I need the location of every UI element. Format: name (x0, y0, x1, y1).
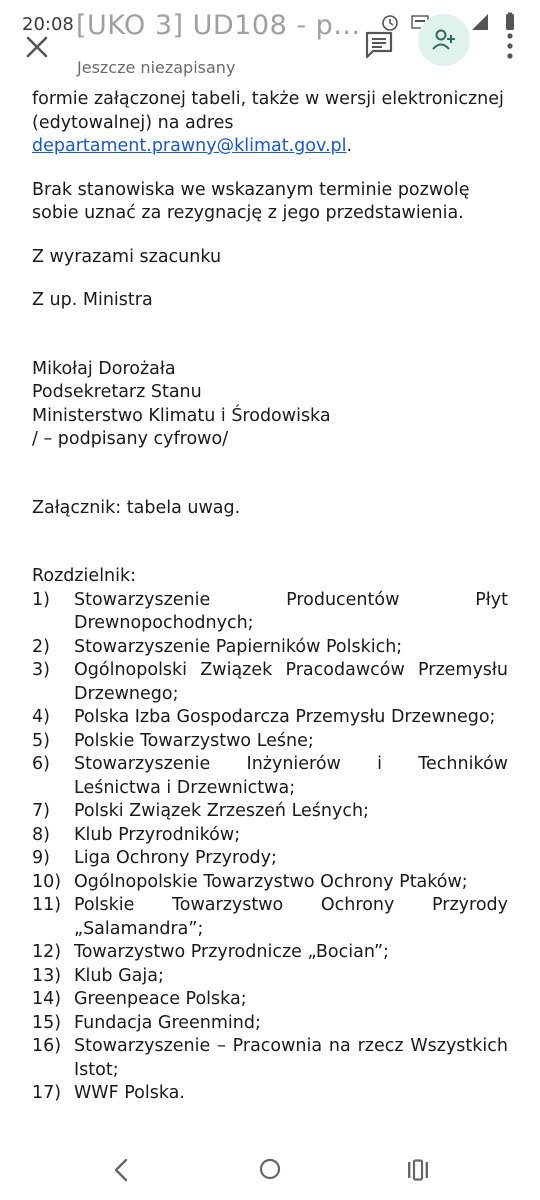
list-item-number: 6) (32, 754, 50, 774)
close-icon[interactable] (24, 34, 50, 60)
list-item-number: 5) (32, 730, 50, 751)
list-item-number: 13) (32, 965, 62, 986)
distribution-heading: Rozdzielnik: (32, 566, 137, 586)
list-item-text: Stowarzyszenie Papierników Polskich; (74, 636, 403, 657)
list-item-number: 15) (32, 1012, 62, 1033)
list-item (32, 847, 508, 871)
list-item-number: 3) (32, 660, 50, 680)
list-item-text: Klub Gaja; (74, 965, 164, 986)
list-item (32, 589, 508, 636)
document-title[interactable]: [UKO 3] UD108 - p... (76, 10, 361, 41)
signal-icon (470, 12, 490, 32)
list-item (32, 988, 508, 1012)
list-item (32, 1082, 508, 1106)
signoff-line: Z up. Ministra (32, 290, 153, 310)
closing-line: Z wyrazami szacunku (32, 246, 222, 267)
email-link[interactable]: departament.prawny@klimat.gov.pl (32, 136, 347, 156)
list-item-text: Polska Izba Gospodarcza Przemysłu Drzewnego; (74, 707, 496, 727)
list-item-text: Greenpeace Polska; (74, 989, 247, 1009)
comment-icon[interactable] (364, 30, 394, 60)
home-icon[interactable] (259, 1158, 281, 1180)
list-item-text: Liga Ochrony Przyrody; (74, 848, 277, 868)
list-item (32, 965, 508, 989)
list-item-number: 16) (32, 1036, 62, 1056)
list-item (32, 941, 508, 965)
paragraph-1 (32, 88, 508, 159)
distribution-list (32, 589, 508, 1106)
app-toolbar (0, 0, 540, 86)
list-item-number: 2) (32, 636, 50, 657)
list-item (32, 659, 508, 706)
recent-apps-icon[interactable] (406, 1159, 430, 1181)
list-item (32, 871, 508, 895)
back-icon[interactable] (112, 1158, 130, 1182)
list-item (32, 800, 508, 824)
paragraph-1-text: formie załączonej tabeli, także w wersji elektronicznej (edytowalnej) na adres (32, 89, 504, 133)
paragraph-2: Brak stanowiska we wskazanym terminie pozwolę sobie uznać za rezygnację z jego przedstawienia. (32, 179, 470, 223)
signature-note: / – podpisany cyfrowo/ (32, 429, 229, 449)
list-item-number: 11) (32, 895, 62, 915)
document-body (32, 88, 508, 1106)
list-item-text: Polskie Towarzystwo Leśne; (74, 730, 314, 751)
signatory-ministry: Ministerstwo Klimatu i Środowiska (32, 405, 331, 426)
list-item-text: Polskie Towarzystwo Ochrony Przyrody „Salamandra”; (74, 895, 508, 939)
list-item-number: 12) (32, 942, 62, 962)
list-item-number: 14) (32, 989, 62, 1009)
list-item (32, 636, 508, 660)
share-button[interactable] (418, 14, 470, 66)
list-item-number: 7) (32, 801, 50, 821)
list-item-number: 4) (32, 707, 50, 727)
list-item-number: 9) (32, 848, 50, 868)
list-item (32, 730, 508, 754)
list-item-text: Fundacja Greenmind; (74, 1012, 261, 1033)
list-item-text: Ogólnopolskie Towarzystwo Ochrony Ptaków; (74, 871, 468, 892)
signatory-name: Mikołaj Dorożała (32, 358, 176, 379)
more-vert-icon[interactable] (503, 30, 517, 62)
list-item-text: Stowarzyszenie Inżynierów i Techników Leśnictwa i Drzewnictwa; (74, 754, 508, 798)
list-item-number: 17) (32, 1083, 62, 1103)
list-item-number: 8) (32, 824, 50, 845)
list-item (32, 753, 508, 800)
attachment-line: Załącznik: tabela uwag. (32, 497, 241, 518)
list-item (32, 824, 508, 848)
list-item-text: Stowarzyszenie – Pracownia na rzecz Wszystkich Istot; (74, 1036, 508, 1080)
document-save-status: Jeszcze niezapisany (77, 58, 236, 77)
list-item-text: Klub Przyrodników; (74, 824, 241, 845)
list-item (32, 1012, 508, 1036)
paragraph-1-end: . (346, 136, 353, 156)
list-item-text: Towarzystwo Przyrodnicze „Bocian”; (74, 942, 389, 962)
list-item-number: 1) (32, 589, 50, 610)
list-item (32, 894, 508, 941)
list-item-text: Ogólnopolski Związek Pracodawców Przemysłu Drzewnego; (74, 660, 508, 704)
alarm-icon (380, 12, 400, 32)
list-item-number: 10) (32, 871, 62, 892)
list-item (32, 706, 508, 730)
add-person-icon (431, 27, 457, 53)
list-item-text: WWF Polska. (74, 1083, 185, 1103)
signatory-title: Podsekretarz Stanu (32, 382, 202, 402)
list-item (32, 1035, 508, 1082)
list-item-text: Stowarzyszenie Producentów Płyt Drewnopochodnych; (74, 589, 508, 633)
battery-icon (500, 12, 520, 32)
system-navigation-bar (0, 1140, 540, 1200)
status-time: 20:08 (22, 14, 74, 35)
list-item-text: Polski Związek Zrzeszeń Leśnych; (74, 801, 369, 821)
